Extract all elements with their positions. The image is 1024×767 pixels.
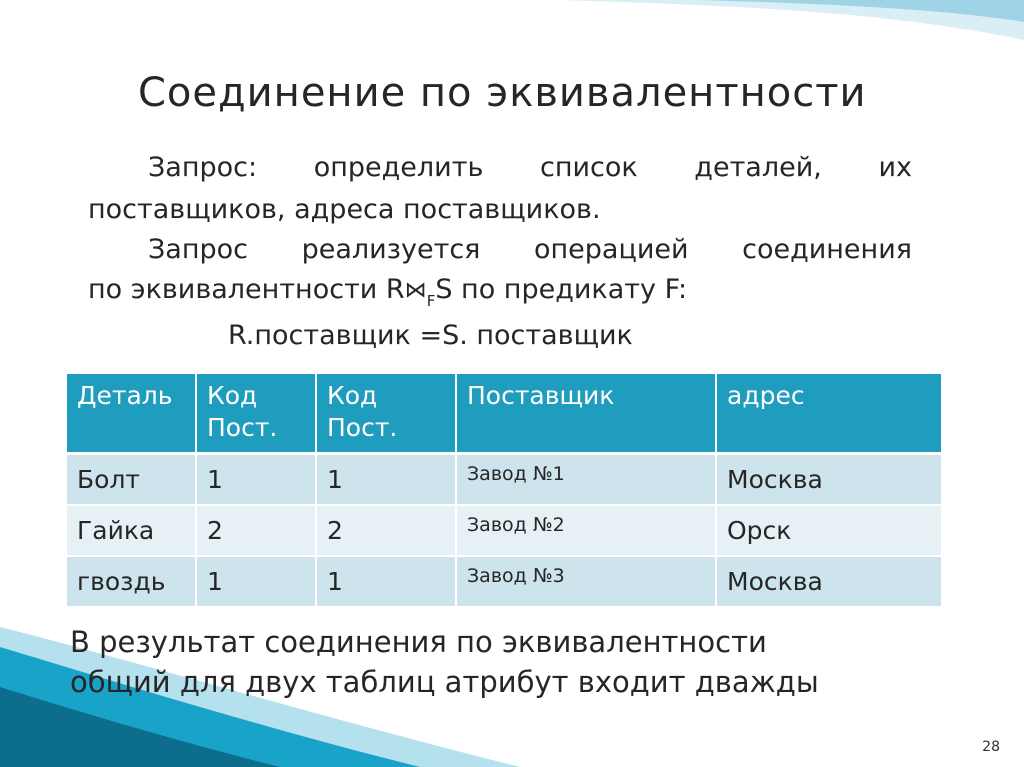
cell-code-2: 2 <box>317 506 457 557</box>
query-line-2: поставщиков, адреса поставщиков. <box>88 194 601 225</box>
header-address: адрес <box>717 374 941 455</box>
query-line-4-start: по эквивалентности R <box>88 274 405 305</box>
table-row <box>67 557 941 608</box>
cell-code-2: 1 <box>317 557 457 608</box>
cell-code-1: 1 <box>197 557 317 608</box>
header-supplier-code-1: Код Пост. <box>197 374 317 455</box>
header-supplier-code-2: Код Пост. <box>317 374 457 455</box>
join-predicate: R.поставщик =S. поставщик <box>228 320 633 351</box>
conclusion-text <box>70 622 819 702</box>
top-wave-decoration <box>0 0 1024 60</box>
cell-supplier: Завод №2 <box>457 506 717 557</box>
page-number: 28 <box>982 739 1000 755</box>
cell-code-2: 1 <box>317 455 457 506</box>
result-table <box>67 374 941 608</box>
cell-supplier: Завод №3 <box>457 557 717 608</box>
table-row <box>67 506 941 557</box>
header-detail: Деталь <box>67 374 197 455</box>
slide-title: Соединение по эквивалентности <box>138 70 867 116</box>
cell-address: Орск <box>717 506 941 557</box>
header-supplier: Поставщик <box>457 374 717 455</box>
table-row <box>67 455 941 506</box>
query-line-4 <box>88 270 687 313</box>
join-symbol: ⋈ <box>404 278 427 303</box>
cell-address: Москва <box>717 557 941 608</box>
conclusion-line-1: В результат соединения по эквивалентности <box>70 625 767 659</box>
cell-supplier: Завод №1 <box>457 455 717 506</box>
cell-detail: гвоздь <box>67 557 197 608</box>
table-header-row <box>67 374 941 455</box>
query-line-1: Запрос: определить список деталей, их <box>148 152 912 183</box>
cell-detail: Болт <box>67 455 197 506</box>
conclusion-line-2: общий для двух таблиц атрибут входит дважды <box>70 665 819 699</box>
cell-address: Москва <box>717 455 941 506</box>
query-line-4-end: S по предикату F: <box>435 274 688 305</box>
join-subscript: F <box>426 292 436 310</box>
cell-code-1: 1 <box>197 455 317 506</box>
query-line-3: Запрос реализуется операцией соединения <box>148 234 912 265</box>
cell-code-1: 2 <box>197 506 317 557</box>
cell-detail: Гайка <box>67 506 197 557</box>
